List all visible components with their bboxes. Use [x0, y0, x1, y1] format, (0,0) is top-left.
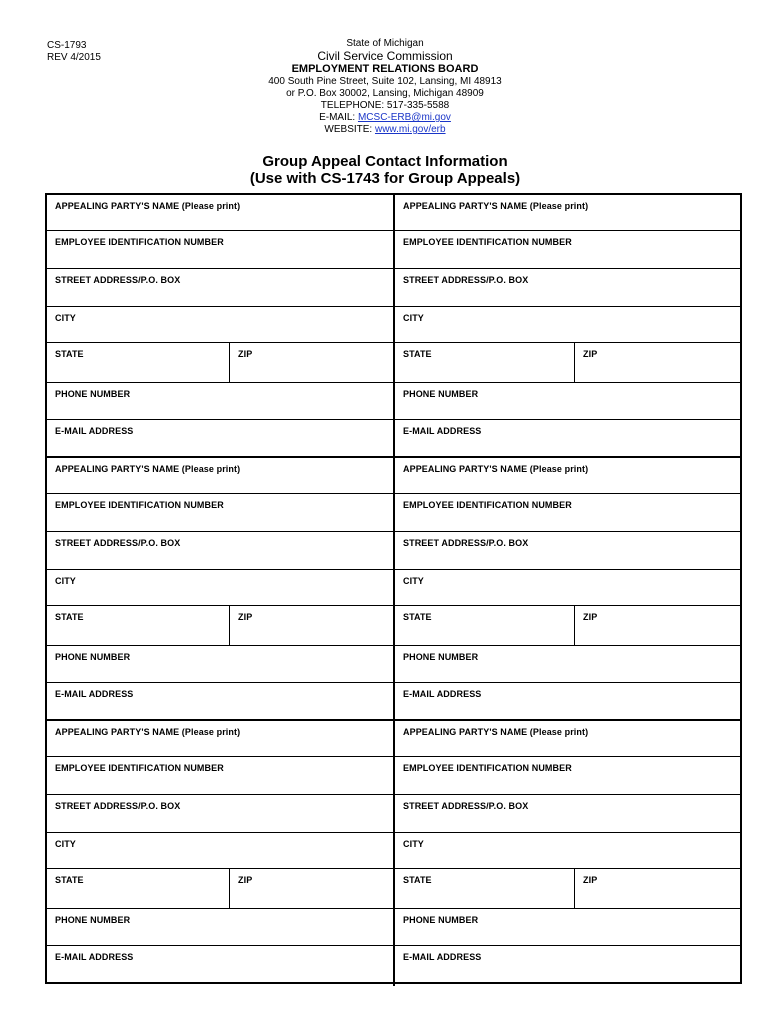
field-state-right[interactable]: [395, 869, 575, 908]
field-state-left[interactable]: [47, 869, 230, 908]
field-label: EMPLOYEE IDENTIFICATION NUMBER: [403, 763, 572, 773]
field-name-left[interactable]: [47, 195, 395, 230]
field-employee-id-left[interactable]: [47, 757, 395, 794]
form-row-city: [47, 307, 740, 343]
form-row-email: [47, 420, 740, 458]
field-label: STREET ADDRESS/P.O. BOX: [403, 275, 529, 285]
field-label: APPEALING PARTY'S NAME (Please print): [403, 727, 589, 737]
field-name-left[interactable]: [47, 458, 395, 493]
field-label: ZIP: [583, 875, 598, 885]
form-revision: REV 4/2015: [47, 52, 101, 63]
field-street-left[interactable]: [47, 532, 395, 569]
field-street-right[interactable]: [395, 269, 740, 306]
field-email-right[interactable]: [395, 420, 740, 456]
field-city-left[interactable]: [47, 833, 395, 868]
field-label: APPEALING PARTY'S NAME (Please print): [403, 201, 589, 211]
form-title-sub: (Use with CS-1743 for Group Appeals): [249, 170, 521, 187]
field-name-right[interactable]: [395, 458, 740, 493]
field-label: PHONE NUMBER: [55, 652, 131, 662]
field-zip-left[interactable]: [230, 606, 393, 645]
field-label: STREET ADDRESS/P.O. BOX: [55, 538, 181, 548]
form-row-email: [47, 683, 740, 721]
field-street-left[interactable]: [47, 269, 395, 306]
field-zip-right[interactable]: [575, 869, 740, 908]
field-zip-right[interactable]: [575, 343, 740, 382]
field-label: APPEALING PARTY'S NAME (Please print): [55, 464, 241, 474]
field-zip-right[interactable]: [575, 606, 740, 645]
field-phone-right[interactable]: [395, 383, 740, 419]
field-city-right[interactable]: [395, 833, 740, 868]
field-phone-left[interactable]: [47, 646, 395, 682]
field-label: CITY: [403, 839, 424, 849]
field-street-right[interactable]: [395, 532, 740, 569]
field-state-right[interactable]: [395, 606, 740, 645]
website-label: WEBSITE:: [324, 124, 375, 135]
field-label: CITY: [55, 313, 76, 323]
field-employee-id-right[interactable]: [395, 757, 740, 794]
field-label: PHONE NUMBER: [403, 915, 479, 925]
field-label: E-MAIL ADDRESS: [55, 689, 134, 699]
form-title: [0, 153, 770, 187]
field-label: STATE: [55, 612, 84, 622]
field-email-right[interactable]: [395, 946, 740, 986]
field-label: APPEALING PARTY'S NAME (Please print): [55, 201, 241, 211]
form-row-employee-id: [47, 757, 740, 795]
form-row-street: [47, 795, 740, 833]
field-employee-id-left[interactable]: [47, 231, 395, 268]
field-label: E-MAIL ADDRESS: [55, 426, 134, 436]
field-zip-left[interactable]: [230, 343, 393, 382]
field-employee-id-right[interactable]: [395, 231, 740, 268]
field-label: STREET ADDRESS/P.O. BOX: [403, 801, 529, 811]
field-label: ZIP: [238, 875, 253, 885]
form-row-name: [47, 458, 740, 494]
field-city-left[interactable]: [47, 307, 395, 342]
field-label: CITY: [403, 313, 424, 323]
address-line-1: 400 South Pine Street, Suite 102, Lansing, MI 48913: [268, 76, 502, 87]
field-label: E-MAIL ADDRESS: [403, 426, 482, 436]
form-row-state: [47, 343, 740, 383]
field-label: CITY: [55, 576, 76, 586]
field-label: EMPLOYEE IDENTIFICATION NUMBER: [55, 500, 224, 510]
commission-name: Civil Service Commission: [317, 49, 453, 63]
email-line: [0, 112, 770, 124]
field-label: PHONE NUMBER: [55, 915, 131, 925]
form-row-email: [47, 946, 740, 986]
form-row-employee-id: [47, 231, 740, 269]
field-name-left[interactable]: [47, 721, 395, 756]
field-state-right[interactable]: [395, 869, 740, 908]
address-line-2: or P.O. Box 30002, Lansing, Michigan 48909: [286, 88, 484, 99]
field-state-right[interactable]: [395, 606, 575, 645]
field-label: EMPLOYEE IDENTIFICATION NUMBER: [55, 237, 224, 247]
field-state-left[interactable]: [47, 343, 395, 382]
field-city-left[interactable]: [47, 570, 395, 605]
field-phone-left[interactable]: [47, 909, 395, 945]
field-label: APPEALING PARTY'S NAME (Please print): [403, 464, 589, 474]
field-label: ZIP: [583, 612, 598, 622]
form-row-state: [47, 869, 740, 909]
field-state-left[interactable]: [47, 869, 395, 908]
field-phone-left[interactable]: [47, 383, 395, 419]
board-name: EMPLOYMENT RELATIONS BOARD: [291, 63, 479, 75]
field-email-left[interactable]: [47, 420, 395, 456]
field-state-right[interactable]: [395, 343, 740, 382]
field-street-left[interactable]: [47, 795, 395, 832]
field-label: EMPLOYEE IDENTIFICATION NUMBER: [403, 237, 572, 247]
form-row-street: [47, 532, 740, 570]
field-label: STATE: [403, 349, 432, 359]
field-email-left[interactable]: [47, 946, 395, 986]
contact-form-table: [45, 193, 742, 984]
field-email-right[interactable]: [395, 683, 740, 719]
form-row-street: [47, 269, 740, 307]
form-row-phone: [47, 646, 740, 683]
field-street-right[interactable]: [395, 795, 740, 832]
agency-header: [0, 38, 770, 136]
field-state-left[interactable]: [47, 343, 230, 382]
form-row-name: [47, 195, 740, 231]
field-label: E-MAIL ADDRESS: [403, 689, 482, 699]
field-label: ZIP: [583, 349, 598, 359]
field-state-right[interactable]: [395, 343, 575, 382]
website-link[interactable]: www.mi.gov/erb: [374, 124, 446, 135]
form-row-phone: [47, 909, 740, 946]
field-state-left[interactable]: [47, 606, 230, 645]
form-row-employee-id: [47, 494, 740, 532]
field-email-left[interactable]: [47, 683, 395, 719]
field-label: CITY: [55, 839, 76, 849]
field-label: E-MAIL ADDRESS: [403, 952, 482, 962]
state-name: State of Michigan: [346, 38, 424, 49]
field-label: PHONE NUMBER: [55, 389, 131, 399]
form-row-phone: [47, 383, 740, 420]
field-phone-right[interactable]: [395, 909, 740, 945]
form-title-main: Group Appeal Contact Information: [262, 153, 508, 170]
field-label: APPEALING PARTY'S NAME (Please print): [55, 727, 241, 737]
field-state-left[interactable]: [47, 606, 395, 645]
field-label: CITY: [403, 576, 424, 586]
field-name-right[interactable]: [395, 195, 740, 230]
field-label: E-MAIL ADDRESS: [55, 952, 134, 962]
field-phone-right[interactable]: [395, 646, 740, 682]
field-label: STREET ADDRESS/P.O. BOX: [55, 801, 181, 811]
field-label: EMPLOYEE IDENTIFICATION NUMBER: [55, 763, 224, 773]
field-city-right[interactable]: [395, 307, 740, 342]
email-link[interactable]: MCSC-ERB@mi.gov: [357, 112, 451, 123]
form-row-city: [47, 570, 740, 606]
form-row-state: [47, 606, 740, 646]
field-name-right[interactable]: [395, 721, 740, 756]
field-label: STATE: [403, 612, 432, 622]
field-employee-id-right[interactable]: [395, 494, 740, 531]
field-label: PHONE NUMBER: [403, 652, 479, 662]
field-city-right[interactable]: [395, 570, 740, 605]
field-label: STREET ADDRESS/P.O. BOX: [55, 275, 181, 285]
field-label: PHONE NUMBER: [403, 389, 479, 399]
email-label: E-MAIL:: [319, 112, 358, 123]
field-zip-left[interactable]: [230, 869, 393, 908]
field-label: EMPLOYEE IDENTIFICATION NUMBER: [403, 500, 572, 510]
form-row-city: [47, 833, 740, 869]
form-number: CS-1793: [47, 40, 87, 51]
form-row-name: [47, 721, 740, 757]
field-employee-id-left[interactable]: [47, 494, 395, 531]
field-label: ZIP: [238, 349, 253, 359]
field-label: STATE: [55, 349, 84, 359]
telephone: TELEPHONE: 517-335-5588: [320, 100, 450, 111]
field-label: STATE: [403, 875, 432, 885]
field-label: ZIP: [238, 612, 253, 622]
field-label: STREET ADDRESS/P.O. BOX: [403, 538, 529, 548]
website-line: [0, 124, 770, 136]
field-label: STATE: [55, 875, 84, 885]
